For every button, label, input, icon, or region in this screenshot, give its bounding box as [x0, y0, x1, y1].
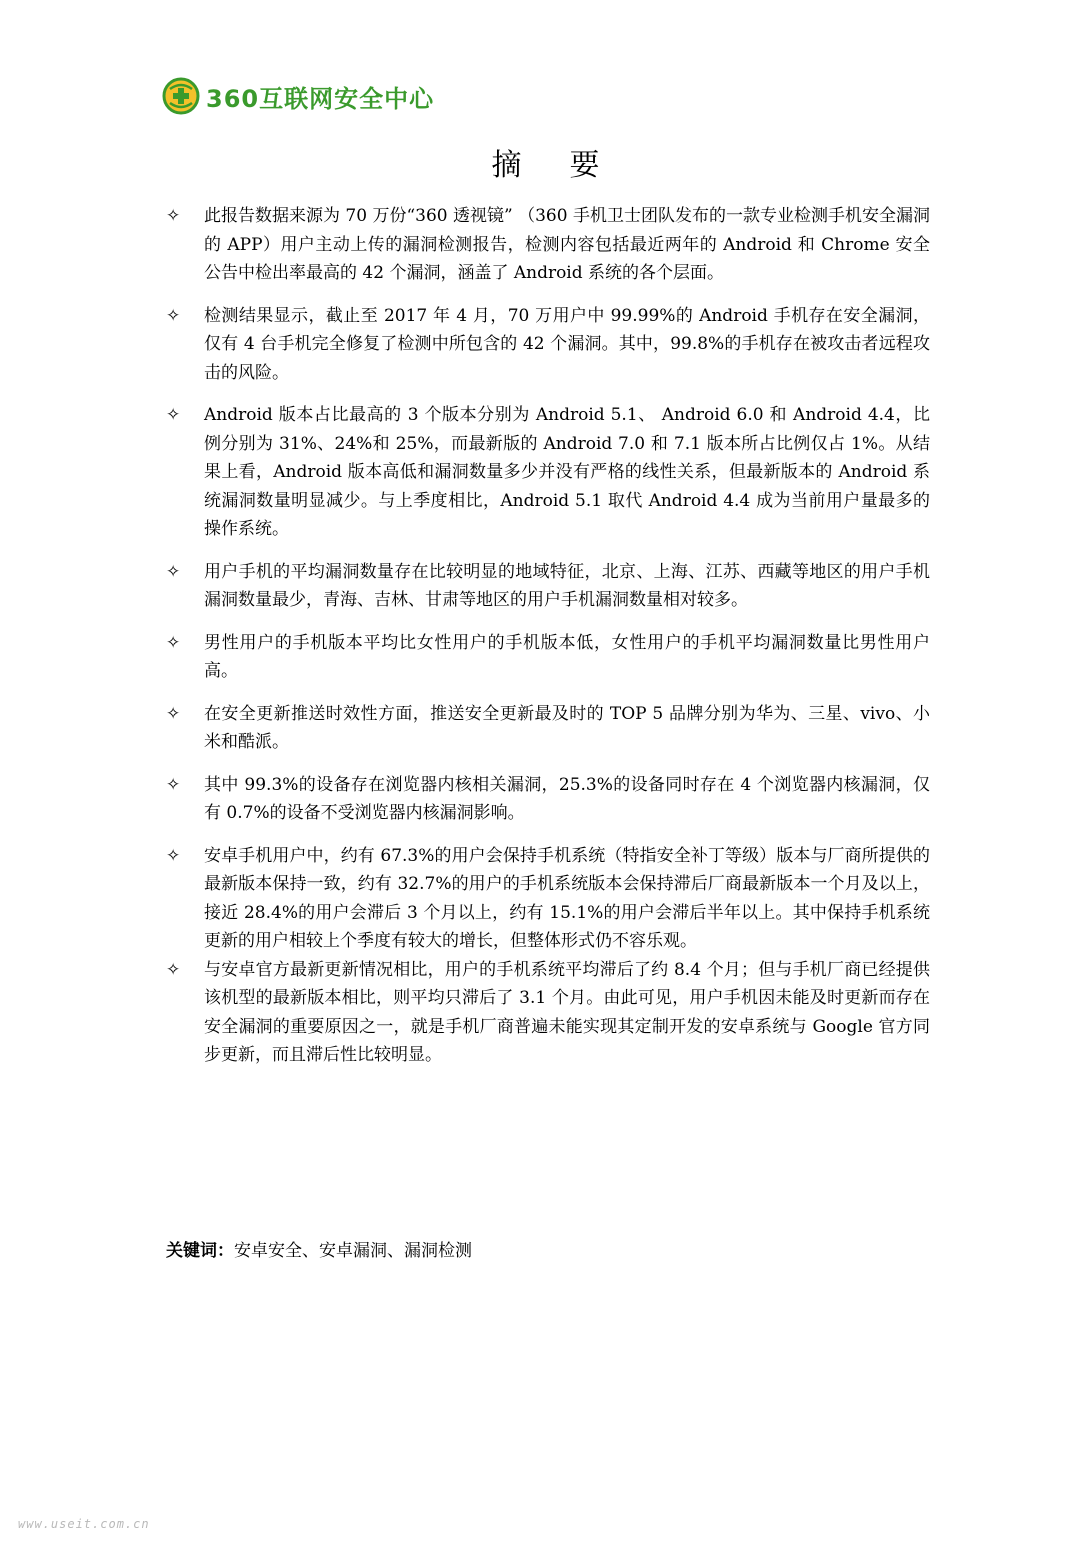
keywords-value: 安卓安全、安卓漏洞、漏洞检测 — [234, 1241, 472, 1261]
bullet-icon: ✧ — [166, 845, 181, 866]
header-logo — [162, 76, 434, 116]
list-item-text: 此报告数据来源为 70 万份“360 透视镜” （360 手机卫士团队发布的一款专业检测手机安全漏洞的 APP）用户主动上传的漏洞检测报告，检测内容包括最近两年的 Android 和 Chrome 安全公告中检出率最高的 42 个漏洞，涵盖了 Android 系统的各个层面。 — [204, 206, 930, 283]
bullet-icon: ✧ — [166, 703, 181, 724]
360-shield-icon — [162, 77, 200, 115]
bullet-icon: ✧ — [166, 959, 181, 980]
list-item-text: 检测结果显示，截止至 2017 年 4 月，70 万用户中 99.99%的 Android 手机存在安全漏洞，仅有 4 台手机完全修复了检测中所包含的 42 个漏洞。其中，99.8%的手机存在被攻击者远程攻击的风险。 — [204, 305, 930, 383]
list-item — [166, 842, 930, 956]
keywords-label: 关键词： — [166, 1241, 234, 1261]
list-item — [166, 771, 930, 828]
list-item — [166, 558, 930, 615]
keywords — [166, 1236, 472, 1261]
watermark: www.useit.com.cn — [18, 1517, 150, 1531]
list-item-text: 用户手机的平均漏洞数量存在比较明显的地域特征，北京、上海、江苏、西藏等地区的用户手机漏洞数量最少，青海、吉林、甘肃等地区的用户手机漏洞数量相对较多。 — [204, 561, 930, 610]
list-item — [166, 401, 930, 544]
logo-text: 360互联网安全中心 — [206, 84, 435, 113]
page-title: 摘要 — [491, 148, 648, 183]
bullet-icon: ✧ — [166, 774, 181, 795]
bullet-icon: ✧ — [166, 206, 181, 226]
list-item — [166, 700, 930, 757]
bullet-icon: ✧ — [166, 561, 181, 582]
list-item — [166, 629, 930, 686]
list-item-text: 在安全更新推送时效性方面，推送安全更新最及时的 TOP 5 品牌分别为华为、三星、vivo、小米和酷派。 — [204, 703, 930, 752]
list-item-text: 安卓手机用户中，约有 67.3%的用户会保持手机系统（特指安全补丁等级）版本与厂商所提供的最新版本保持一致，约有 32.7%的用户的手机系统版本会保持滞后厂商最新版本一个月及以上，接近 28.4%的用户会滞后 3 个月以上，约有 15.1%的用户会滞后半年以上。其中保持手机系统更新的用户相较上个季度有较大的增长，但整体形式仍不容乐观。 — [204, 845, 930, 951]
list-item — [166, 956, 930, 1070]
bullet-icon: ✧ — [166, 405, 181, 425]
list-item-text: 与安卓官方最新更新情况相比，用户的手机系统平均滞后了约 8.4 个月；但与手机厂商已经提供该机型的最新版本相比，则平均只滞后了 3.1 个月。由此可见，用户手机因未能及时更新而存在安全漏洞的重要原因之一，就是手机厂商普遍未能实现其定制开发的安卓系统与 Google 官方同步更新，而且滞后性比较明显。 — [204, 959, 930, 1065]
list-item-text: 其中 99.3%的设备存在浏览器内核相关漏洞，25.3%的设备同时存在 4 个浏览器内核漏洞，仅有 0.7%的设备不受浏览器内核漏洞影响。 — [204, 774, 930, 823]
summary-list — [166, 202, 930, 1084]
list-item — [166, 302, 930, 388]
bullet-icon: ✧ — [166, 632, 181, 653]
list-item — [166, 202, 930, 288]
bullet-icon: ✧ — [166, 305, 181, 326]
list-item-text: Android 版本占比最高的 3 个版本分别为 Android 5.1、 Android 6.0 和 Android 4.4，比例分别为 31%、24%和 25%，而最新版的 Android 7.0 和 7.1 版本所占比例仅占 1%。从结果上看，Android 版本高低和漏洞数量多少并没有严格的线性关系，但最新版本的 Android 系统漏洞数量明显减少。与上季度相比，Android 5.1 取代 Android 4.4 成为当前用户量最多的操作系统。 — [204, 405, 930, 539]
list-item-text: 男性用户的手机版本平均比女性用户的手机版本低，女性用户的手机平均漏洞数量比男性用户高。 — [204, 632, 930, 681]
